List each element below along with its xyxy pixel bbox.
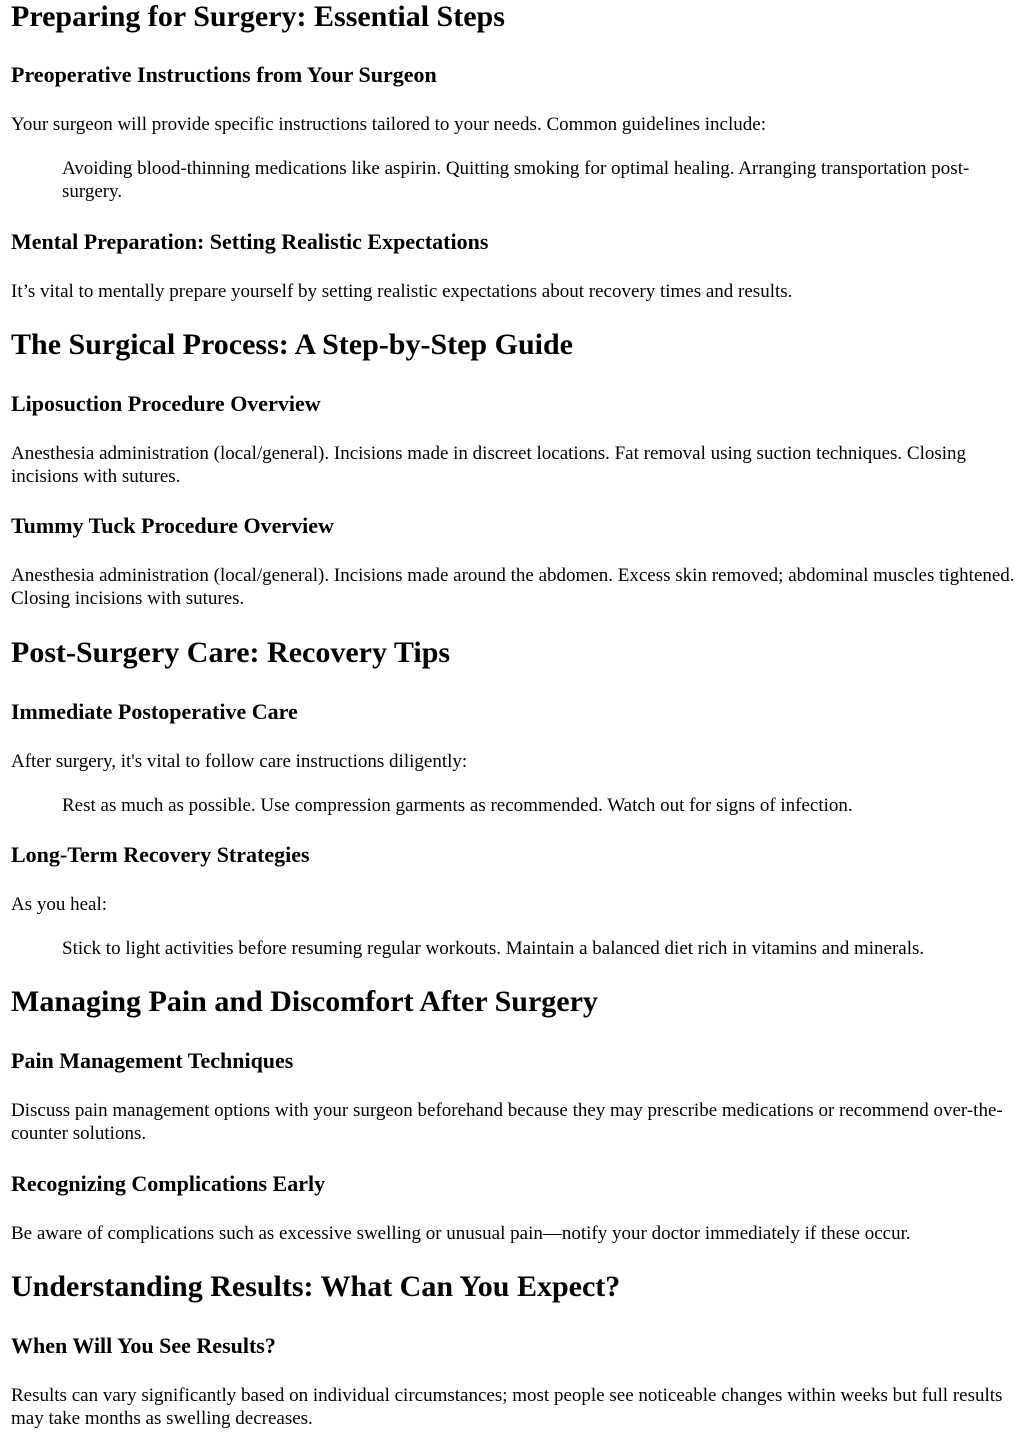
paragraph-liposuction-overview: Anesthesia administration (local/general). Incisions made in discreet locations. Fat removal using suction techniques. Closing incisions with sutures. bbox=[11, 443, 967, 487]
subheading-immediate-postoperative-care: Immediate Postoperative Care bbox=[11, 699, 298, 724]
paragraph-pain-management-techniques: Discuss pain management options with your surgeon beforehand because they may prescribe medications or recommend over-the-counter solutions. bbox=[11, 1100, 1003, 1144]
section-heading-understanding-results: Understanding Results: What Can You Expect? bbox=[11, 1270, 621, 1303]
subheading-preoperative-instructions: Preoperative Instructions from Your Surgeon bbox=[11, 62, 437, 87]
subheading-when-see-results: When Will You See Results? bbox=[11, 1333, 276, 1358]
section-heading-preparing-for-surgery: Preparing for Surgery: Essential Steps bbox=[11, 0, 505, 33]
subheading-long-term-recovery: Long-Term Recovery Strategies bbox=[11, 842, 310, 867]
section-heading-surgical-process: The Surgical Process: A Step-by-Step Guide bbox=[11, 328, 573, 361]
paragraph-long-term-recovery: As you heal: bbox=[11, 894, 108, 915]
subheading-liposuction-overview: Liposuction Procedure Overview bbox=[11, 391, 321, 416]
subheading-pain-management-techniques: Pain Management Techniques bbox=[11, 1048, 294, 1073]
paragraph-mental-preparation: It’s vital to mentally prepare yourself by setting realistic expectations about recovery times and results. bbox=[11, 281, 793, 302]
paragraph-tummy-tuck-overview: Anesthesia administration (local/general). Incisions made around the abdomen. Excess skin removed; abdominal muscles tightened. Closing incisions with sutures. bbox=[11, 565, 1015, 609]
paragraph-recognizing-complications: Be aware of complications such as excessive swelling or unusual pain—notify your doctor immediately if these occur. bbox=[11, 1223, 911, 1244]
paragraph-preoperative-instructions: Your surgeon will provide specific instructions tailored to your needs. Common guidelines include: bbox=[11, 114, 766, 135]
section-heading-managing-pain: Managing Pain and Discomfort After Surgery bbox=[11, 985, 598, 1018]
subheading-tummy-tuck-overview: Tummy Tuck Procedure Overview bbox=[11, 513, 334, 538]
subheading-mental-preparation: Mental Preparation: Setting Realistic Expectations bbox=[11, 229, 489, 254]
paragraph-immediate-postoperative-care: After surgery, it's vital to follow care instructions diligently: bbox=[11, 751, 468, 772]
quote-long-term-recovery-tips: Stick to light activities before resuming regular workouts. Maintain a balanced diet rich in vitamins and minerals. bbox=[62, 938, 925, 959]
subheading-recognizing-complications: Recognizing Complications Early bbox=[11, 1171, 326, 1196]
quote-immediate-care-tips: Rest as much as possible. Use compression garments as recommended. Watch out for signs of infection. bbox=[62, 795, 853, 816]
section-heading-post-surgery-care: Post-Surgery Care: Recovery Tips bbox=[11, 636, 451, 669]
quote-preoperative-guidelines: Avoiding blood-thinning medications like aspirin. Quitting smoking for optimal healing. Arranging transportation post-surgery. bbox=[62, 158, 970, 202]
paragraph-when-see-results: Results can vary significantly based on individual circumstances; most people see noticeable changes within weeks but full results may take months as swelling decreases. bbox=[11, 1385, 1003, 1429]
